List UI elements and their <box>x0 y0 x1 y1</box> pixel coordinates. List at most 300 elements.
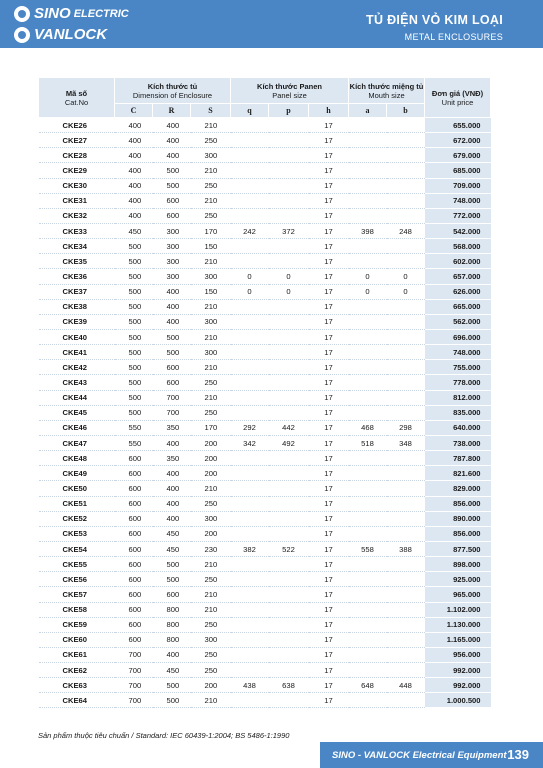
cell-q <box>231 466 269 481</box>
cell-c: 700 <box>115 663 153 678</box>
cell-h: 17 <box>309 284 349 299</box>
cell-a <box>349 254 387 269</box>
cell-cat-no: CKE57 <box>39 587 115 602</box>
cell-c: 500 <box>115 254 153 269</box>
cell-s: 170 <box>191 223 231 238</box>
cell-a <box>349 314 387 329</box>
cell-cat-no: CKE41 <box>39 345 115 360</box>
table-row <box>39 632 491 647</box>
cell-h: 17 <box>309 663 349 678</box>
cell-price: 672.000 <box>425 133 491 148</box>
cell-c: 500 <box>115 405 153 420</box>
cell-price: 657.000 <box>425 269 491 284</box>
table-row <box>39 269 491 284</box>
cell-price: 829.000 <box>425 481 491 496</box>
cell-p <box>269 481 309 496</box>
cell-r: 400 <box>153 511 191 526</box>
cell-c: 700 <box>115 678 153 693</box>
cell-c: 400 <box>115 178 153 193</box>
cell-s: 250 <box>191 178 231 193</box>
cell-price: 665.000 <box>425 299 491 314</box>
cell-s: 300 <box>191 345 231 360</box>
page-number: 139 <box>507 747 529 762</box>
cell-b <box>387 193 425 208</box>
cell-h: 17 <box>309 481 349 496</box>
cell-b <box>387 329 425 344</box>
cell-h: 17 <box>309 511 349 526</box>
cell-a <box>349 451 387 466</box>
table-row <box>39 405 491 420</box>
cell-r: 300 <box>153 254 191 269</box>
cell-r: 400 <box>153 435 191 450</box>
cell-a <box>349 148 387 163</box>
cell-r: 600 <box>153 208 191 223</box>
cell-c: 500 <box>115 314 153 329</box>
cell-b <box>387 526 425 541</box>
cell-c: 600 <box>115 541 153 556</box>
table-row <box>39 435 491 450</box>
cell-q <box>231 405 269 420</box>
cell-cat-no: CKE59 <box>39 617 115 632</box>
cell-p <box>269 390 309 405</box>
cell-a <box>349 360 387 375</box>
cell-a <box>349 329 387 344</box>
cell-r: 500 <box>153 178 191 193</box>
cell-a <box>349 572 387 587</box>
cell-s: 150 <box>191 284 231 299</box>
cell-s: 250 <box>191 405 231 420</box>
cell-c: 500 <box>115 360 153 375</box>
table-row <box>39 481 491 496</box>
cell-q <box>231 329 269 344</box>
cell-cat-no: CKE51 <box>39 496 115 511</box>
cell-price: 778.000 <box>425 375 491 390</box>
cell-c: 400 <box>115 148 153 163</box>
cell-r: 450 <box>153 526 191 541</box>
cell-q <box>231 193 269 208</box>
subheader-b: b <box>387 104 425 118</box>
cell-b <box>387 133 425 148</box>
cell-p <box>269 254 309 269</box>
page-header <box>0 0 543 48</box>
cell-q <box>231 693 269 708</box>
cell-b <box>387 693 425 708</box>
cell-price: 965.000 <box>425 587 491 602</box>
vanlock-logo-icon <box>14 27 30 43</box>
cell-r: 500 <box>153 329 191 344</box>
cell-q <box>231 496 269 511</box>
cell-b <box>387 466 425 481</box>
cell-h: 17 <box>309 466 349 481</box>
cell-b <box>387 148 425 163</box>
cell-p: 0 <box>269 284 309 299</box>
standard-footnote: Sản phẩm thuộc tiêu chuẩn / Standard: IEC 60439-1:2004; BS 5486-1:1990 <box>38 731 290 740</box>
cell-p <box>269 299 309 314</box>
cell-p <box>269 375 309 390</box>
cell-c: 500 <box>115 329 153 344</box>
cell-q <box>231 632 269 647</box>
footer-brand-text: SINO - VANLOCK Electrical Equipment <box>332 750 507 761</box>
cell-s: 170 <box>191 420 231 435</box>
sino-logo <box>14 5 129 22</box>
cell-q <box>231 451 269 466</box>
cell-h: 17 <box>309 496 349 511</box>
cell-c: 400 <box>115 193 153 208</box>
cell-h: 17 <box>309 541 349 556</box>
cell-h: 17 <box>309 208 349 223</box>
cell-h: 17 <box>309 223 349 238</box>
cell-c: 500 <box>115 269 153 284</box>
cell-h: 17 <box>309 587 349 602</box>
cell-q <box>231 178 269 193</box>
sino-logo-icon <box>14 6 30 22</box>
cell-b <box>387 557 425 572</box>
cell-price: 640.000 <box>425 420 491 435</box>
page-subtitle: METAL ENCLOSURES <box>404 32 503 42</box>
cell-a <box>349 602 387 617</box>
cell-a: 518 <box>349 435 387 450</box>
cell-r: 800 <box>153 632 191 647</box>
cell-s: 210 <box>191 118 231 133</box>
cell-cat-no: CKE52 <box>39 511 115 526</box>
cell-q <box>231 572 269 587</box>
cell-cat-no: CKE64 <box>39 693 115 708</box>
cell-r: 400 <box>153 133 191 148</box>
cell-cat-no: CKE53 <box>39 526 115 541</box>
brand-sino: SINO <box>34 5 71 22</box>
cell-price: 1.130.000 <box>425 617 491 632</box>
cell-p: 0 <box>269 269 309 284</box>
cell-price: 835.000 <box>425 405 491 420</box>
cell-b <box>387 647 425 662</box>
cell-cat-no: CKE38 <box>39 299 115 314</box>
cell-a: 468 <box>349 420 387 435</box>
cell-price: 787.800 <box>425 451 491 466</box>
cell-a <box>349 390 387 405</box>
table-row <box>39 602 491 617</box>
cell-price: 856.000 <box>425 496 491 511</box>
cell-cat-no: CKE28 <box>39 148 115 163</box>
cell-p <box>269 663 309 678</box>
cell-s: 250 <box>191 663 231 678</box>
cell-price: 755.000 <box>425 360 491 375</box>
cell-s: 210 <box>191 329 231 344</box>
cell-p: 372 <box>269 223 309 238</box>
table-row <box>39 118 491 133</box>
cell-h: 17 <box>309 269 349 284</box>
cell-r: 400 <box>153 496 191 511</box>
cell-r: 300 <box>153 269 191 284</box>
vanlock-logo <box>14 26 107 43</box>
cell-a <box>349 133 387 148</box>
cell-b <box>387 345 425 360</box>
cell-p <box>269 163 309 178</box>
cell-r: 400 <box>153 466 191 481</box>
cell-s: 200 <box>191 678 231 693</box>
cell-q <box>231 481 269 496</box>
cell-r: 500 <box>153 572 191 587</box>
cell-b <box>387 314 425 329</box>
cell-a <box>349 647 387 662</box>
cell-cat-no: CKE27 <box>39 133 115 148</box>
subheader-s: S <box>191 104 231 118</box>
cell-h: 17 <box>309 526 349 541</box>
cell-q <box>231 208 269 223</box>
cell-cat-no: CKE31 <box>39 193 115 208</box>
cell-price: 890.000 <box>425 511 491 526</box>
table-row <box>39 390 491 405</box>
cell-a <box>349 405 387 420</box>
table-row <box>39 193 491 208</box>
cell-a <box>349 193 387 208</box>
cell-price: 655.000 <box>425 118 491 133</box>
cell-cat-no: CKE34 <box>39 239 115 254</box>
cell-q <box>231 617 269 632</box>
cell-c: 600 <box>115 617 153 632</box>
cell-cat-no: CKE35 <box>39 254 115 269</box>
cell-r: 400 <box>153 118 191 133</box>
table-row <box>39 208 491 223</box>
cell-a <box>349 345 387 360</box>
col-price-header: Đơn giá (VNĐ) Unit price <box>425 78 491 118</box>
cell-r: 800 <box>153 617 191 632</box>
cell-h: 17 <box>309 163 349 178</box>
cell-p <box>269 693 309 708</box>
table-row <box>39 133 491 148</box>
cell-b <box>387 451 425 466</box>
cell-q <box>231 663 269 678</box>
cell-q: 0 <box>231 269 269 284</box>
cell-h: 17 <box>309 148 349 163</box>
cell-r: 600 <box>153 587 191 602</box>
cell-s: 300 <box>191 314 231 329</box>
cell-c: 400 <box>115 133 153 148</box>
cell-a <box>349 178 387 193</box>
cell-p <box>269 345 309 360</box>
cell-cat-no: CKE45 <box>39 405 115 420</box>
cell-b <box>387 375 425 390</box>
cell-p: 492 <box>269 435 309 450</box>
cell-price: 898.000 <box>425 557 491 572</box>
cell-p <box>269 451 309 466</box>
cell-s: 300 <box>191 148 231 163</box>
cell-p <box>269 360 309 375</box>
cell-b <box>387 587 425 602</box>
cell-h: 17 <box>309 647 349 662</box>
cell-a: 0 <box>349 269 387 284</box>
cell-b: 248 <box>387 223 425 238</box>
cell-price: 679.000 <box>425 148 491 163</box>
cell-price: 856.000 <box>425 526 491 541</box>
cell-h: 17 <box>309 375 349 390</box>
header-row <box>39 78 491 104</box>
table-row <box>39 572 491 587</box>
cell-a: 648 <box>349 678 387 693</box>
cell-q <box>231 345 269 360</box>
cell-q: 292 <box>231 420 269 435</box>
cell-b <box>387 254 425 269</box>
table-row <box>39 420 491 435</box>
cell-p <box>269 193 309 208</box>
cell-s: 250 <box>191 496 231 511</box>
cell-c: 550 <box>115 435 153 450</box>
cell-b <box>387 360 425 375</box>
cell-r: 500 <box>153 678 191 693</box>
cell-cat-no: CKE43 <box>39 375 115 390</box>
table-row <box>39 541 491 556</box>
cell-h: 17 <box>309 360 349 375</box>
cell-q <box>231 602 269 617</box>
cell-h: 17 <box>309 133 349 148</box>
cell-price: 748.000 <box>425 345 491 360</box>
cell-price: 1.102.000 <box>425 602 491 617</box>
subheader-c: C <box>115 104 153 118</box>
cell-h: 17 <box>309 435 349 450</box>
cell-p: 522 <box>269 541 309 556</box>
cell-c: 600 <box>115 602 153 617</box>
cell-p <box>269 133 309 148</box>
cell-q: 242 <box>231 223 269 238</box>
price-table <box>38 77 491 708</box>
cell-p <box>269 526 309 541</box>
cell-cat-no: CKE37 <box>39 284 115 299</box>
table-row <box>39 239 491 254</box>
cell-price: 542.000 <box>425 223 491 238</box>
cell-cat-no: CKE44 <box>39 390 115 405</box>
cell-b <box>387 118 425 133</box>
cell-c: 450 <box>115 223 153 238</box>
cell-h: 17 <box>309 299 349 314</box>
table-row <box>39 587 491 602</box>
cell-price: 772.000 <box>425 208 491 223</box>
cell-c: 500 <box>115 375 153 390</box>
subheader-h: h <box>309 104 349 118</box>
cell-p <box>269 148 309 163</box>
cell-s: 250 <box>191 572 231 587</box>
cell-c: 500 <box>115 390 153 405</box>
cell-cat-no: CKE61 <box>39 647 115 662</box>
cell-c: 600 <box>115 572 153 587</box>
cell-r: 600 <box>153 193 191 208</box>
cell-cat-no: CKE32 <box>39 208 115 223</box>
cell-h: 17 <box>309 254 349 269</box>
cell-cat-no: CKE54 <box>39 541 115 556</box>
cell-s: 210 <box>191 602 231 617</box>
cell-c: 600 <box>115 496 153 511</box>
cell-price: 956.000 <box>425 647 491 662</box>
cell-q <box>231 133 269 148</box>
cell-s: 210 <box>191 193 231 208</box>
cell-p: 442 <box>269 420 309 435</box>
cell-q: 0 <box>231 284 269 299</box>
cell-price: 992.000 <box>425 663 491 678</box>
cell-r: 400 <box>153 299 191 314</box>
cell-p <box>269 557 309 572</box>
cell-r: 500 <box>153 557 191 572</box>
cell-q <box>231 647 269 662</box>
cell-a: 398 <box>349 223 387 238</box>
table-row <box>39 663 491 678</box>
table-row <box>39 375 491 390</box>
cell-q <box>231 254 269 269</box>
cell-q <box>231 557 269 572</box>
cell-price: 877.500 <box>425 541 491 556</box>
cell-a <box>349 693 387 708</box>
cell-p <box>269 617 309 632</box>
cell-r: 800 <box>153 602 191 617</box>
cell-s: 250 <box>191 647 231 662</box>
cell-price: 812.000 <box>425 390 491 405</box>
cell-s: 200 <box>191 526 231 541</box>
cell-r: 700 <box>153 405 191 420</box>
cell-c: 500 <box>115 299 153 314</box>
cell-r: 500 <box>153 693 191 708</box>
cell-c: 700 <box>115 647 153 662</box>
cell-b: 0 <box>387 284 425 299</box>
cell-p <box>269 239 309 254</box>
cell-r: 400 <box>153 481 191 496</box>
cell-b <box>387 163 425 178</box>
cell-s: 300 <box>191 511 231 526</box>
cell-cat-no: CKE29 <box>39 163 115 178</box>
cell-cat-no: CKE42 <box>39 360 115 375</box>
cell-cat-no: CKE46 <box>39 420 115 435</box>
cell-b <box>387 405 425 420</box>
cell-cat-no: CKE60 <box>39 632 115 647</box>
cell-cat-no: CKE39 <box>39 314 115 329</box>
table-row <box>39 299 491 314</box>
cell-a <box>349 118 387 133</box>
cell-price: 925.000 <box>425 572 491 587</box>
table-row <box>39 148 491 163</box>
table-row <box>39 163 491 178</box>
cell-q <box>231 314 269 329</box>
cell-p <box>269 405 309 420</box>
table-row <box>39 345 491 360</box>
cell-a <box>349 375 387 390</box>
cell-q <box>231 148 269 163</box>
cell-price: 709.000 <box>425 178 491 193</box>
cell-s: 210 <box>191 587 231 602</box>
cell-h: 17 <box>309 390 349 405</box>
cell-price: 738.000 <box>425 435 491 450</box>
cell-a <box>349 632 387 647</box>
cell-p: 638 <box>269 678 309 693</box>
cell-q <box>231 360 269 375</box>
cell-a <box>349 526 387 541</box>
cell-h: 17 <box>309 239 349 254</box>
cell-a <box>349 208 387 223</box>
cell-a <box>349 617 387 632</box>
col-mouth-header: Kích thước miệng tủ Mouth size <box>349 78 425 104</box>
table-row <box>39 557 491 572</box>
cell-b <box>387 617 425 632</box>
cell-a: 0 <box>349 284 387 299</box>
cell-q <box>231 239 269 254</box>
table-row <box>39 254 491 269</box>
cell-r: 450 <box>153 663 191 678</box>
cell-b: 298 <box>387 420 425 435</box>
cell-b: 448 <box>387 678 425 693</box>
cell-q <box>231 526 269 541</box>
cell-cat-no: CKE55 <box>39 557 115 572</box>
cell-s: 210 <box>191 693 231 708</box>
cell-h: 17 <box>309 632 349 647</box>
cell-r: 300 <box>153 239 191 254</box>
cell-price: 748.000 <box>425 193 491 208</box>
table-row <box>39 466 491 481</box>
cell-q <box>231 375 269 390</box>
